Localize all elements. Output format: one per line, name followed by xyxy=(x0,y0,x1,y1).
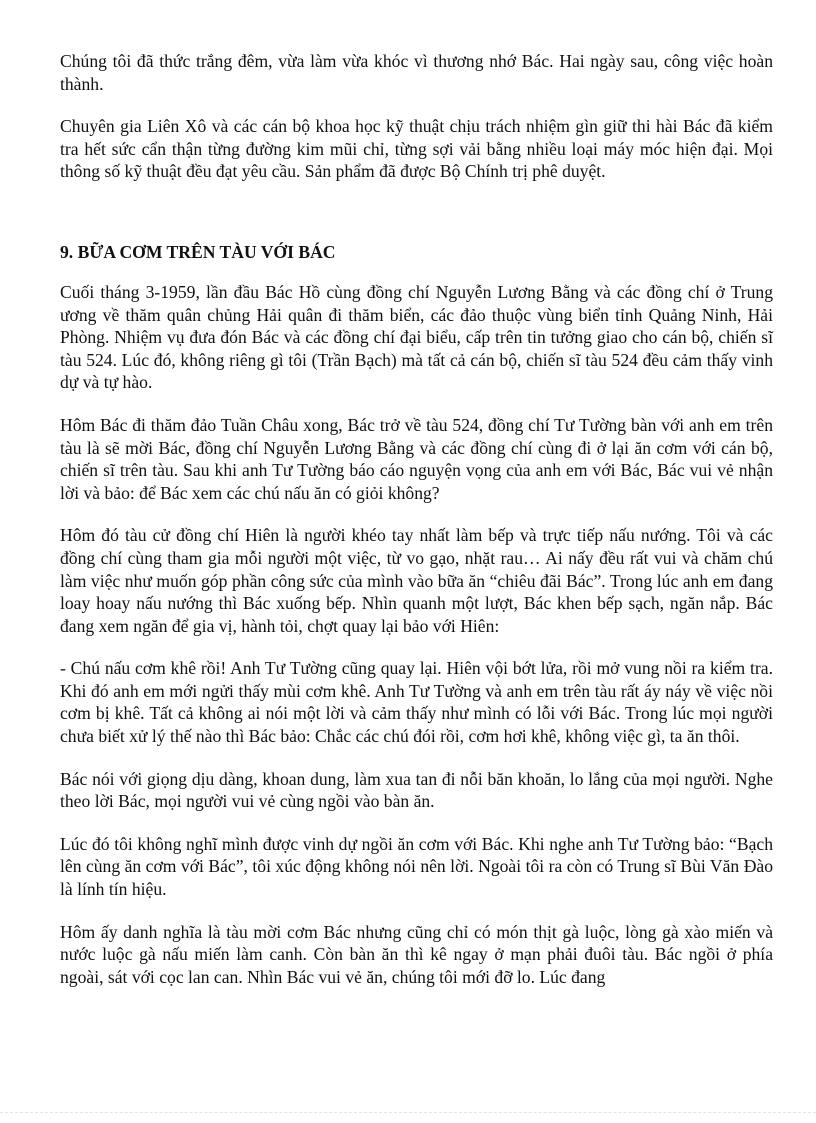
paragraph: Bác nói với giọng dịu dàng, khoan dung, làm xua tan đi nỗi băn khoăn, lo lắng của mọi người. Nghe theo lời Bác, mọi người vui vẻ cùng ngồi vào bàn ăn. xyxy=(60,768,773,812)
paragraph: Lúc đó tôi không nghĩ mình được vinh dự ngồi ăn cơm với Bác. Khi nghe anh Tư Tường bảo: “Bạch lên cùng ăn cơm với Bác”, tôi xúc động không nói nên lời. Ngoài tôi ra còn có Trung sĩ Bùi Văn Đào là lính tín hiệu. xyxy=(60,833,773,900)
paragraph: Hôm ấy danh nghĩa là tàu mời cơm Bác nhưng cũng chỉ có món thịt gà luộc, lòng gà xào miến và nước luộc gà nấu miến làm canh. Còn bàn ăn thì kê ngay ở mạn phải đuôi tàu. Bác ngồi ở phía ngoài, sát với cọc lan can. Nhìn Bác vui vẻ ăn, chúng tôi mới đỡ lo. Lúc đang xyxy=(60,921,773,987)
paragraph: Chuyên gia Liên Xô và các cán bộ khoa học kỹ thuật chịu trách nhiệm gìn giữ thi hài Bác đã kiểm tra hết sức cẩn thận từng đường kim mũi chỉ, từng sợi vải bằng nhiều loại máy móc hiện đại. Mọi thông số kỹ thuật đều đạt yêu cầu. Sản phẩm đã được Bộ Chính trị phê duyệt. xyxy=(60,116,773,182)
section-gap xyxy=(60,203,773,241)
paragraph: - Chú nấu cơm khê rồi! Anh Tư Tường cũng quay lại. Hiên vội bớt lửa, rồi mở vung nồi ra kiểm tra. Khi đó anh em mới ngửi thấy mùi cơm khê. Anh Tư Tường và anh em trên tàu rất áy náy về việc nồi cơm bị khê. Tất cả không ai nói một lời và cảm thấy như mình có lỗi với Bác. Trong lúc mọi người chưa biết xử lý thế nào thì Bác bảo: Chắc các chú đói rồi, cơm hơi khê, không việc gì, ta ăn thôi. xyxy=(60,658,773,747)
paragraph: Hôm Bác đi thăm đảo Tuần Châu xong, Bác trở về tàu 524, đồng chí Tư Tường bàn với anh em trên tàu là sẽ mời Bác, đồng chí Nguyễn Lương Bằng và các đồng chí cùng đi ở lại ăn cơm với cán bộ, chiến sĩ trên tàu. Sau khi anh Tư Tường báo cáo nguyện vọng của anh em với Bác, Bác vui vẻ nhận lời và bảo: để Bác xem các chú nấu ăn có giỏi không? xyxy=(60,414,773,503)
paragraph: Chúng tôi đã thức trắng đêm, vừa làm vừa khóc vì thương nhớ Bác. Hai ngày sau, công việc hoàn thành. xyxy=(60,51,773,94)
paragraph: Cuối tháng 3-1959, lần đầu Bác Hồ cùng đồng chí Nguyễn Lương Bằng và các đồng chí ở Trung ương về thăm quân chủng Hải quân đi thăm biển, các đảo thuộc vùng biển tỉnh Quảng Ninh, Hải Phòng. Nhiệm vụ đưa đón Bác và các đồng chí đại biểu, cấp trên tin tưởng giao cho cán bộ, chiến sĩ tàu 524. Lúc đó, không riêng gì tôi (Trần Bạch) mà tất cả cán bộ, chiến sĩ tàu 524 đều cảm thấy vinh dự và tự hào. xyxy=(60,281,773,393)
paragraph: Hôm đó tàu cử đồng chí Hiên là người khéo tay nhất làm bếp và trực tiếp nấu nướng. Tôi và các đồng chí cùng tham gia mỗi người một việc, từ vo gạo, nhặt rau… Ai nấy đều rất vui và chăm chú làm việc như muốn góp phần công sức của mình vào bữa ăn “chiêu đãi Bác”. Trong lúc anh em đang loay hoay nấu nướng thì Bác xuống bếp. Nhìn quanh một lượt, Bác khen bếp sạch, ngăn nắp. Bác đang xem ngăn để gia vị, hành tỏi, chợt quay lại bảo với Hiên: xyxy=(60,525,773,636)
page-bottom-divider xyxy=(0,1112,816,1113)
section-heading: 9. BỮA CƠM TRÊN TÀU VỚI BÁC xyxy=(60,241,336,262)
document-page xyxy=(60,50,773,1008)
